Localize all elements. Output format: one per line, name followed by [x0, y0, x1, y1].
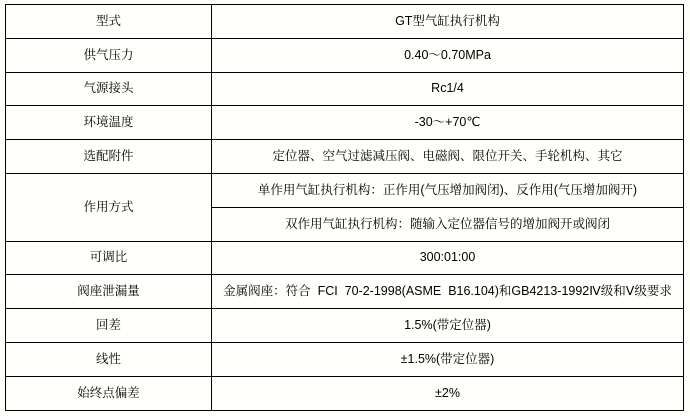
- spec-table: [5, 4, 684, 411]
- table-row: [6, 173, 684, 207]
- row-label-ambient-temperature: 环境温度: [6, 106, 212, 140]
- table-row: [6, 241, 684, 275]
- table-row: [6, 275, 684, 309]
- row-value-rangeability: 300:01:00: [212, 241, 684, 275]
- row-label-hysteresis: 回差: [6, 309, 212, 343]
- row-value-hysteresis: 1.5%(带定位器): [212, 309, 684, 343]
- table-row: [6, 309, 684, 343]
- row-label-action-mode: 作用方式: [6, 173, 212, 241]
- table-row: [6, 38, 684, 72]
- table-row: [6, 376, 684, 410]
- row-label-seat-leakage: 阀座泄漏量: [6, 275, 212, 309]
- table-row: [6, 72, 684, 106]
- row-label-endpoint-deviation: 始终点偏差: [6, 376, 212, 410]
- row-label-linearity: 线性: [6, 342, 212, 376]
- row-label-supply-air-pressure: 供气压力: [6, 38, 212, 72]
- row-value-type: GT型气缸执行机构: [212, 5, 684, 39]
- table-row: [6, 5, 684, 39]
- table-row: [6, 106, 684, 140]
- row-label-rangeability: 可调比: [6, 241, 212, 275]
- row-value-ambient-temperature: -30～+70℃: [212, 106, 684, 140]
- table-row: [6, 342, 684, 376]
- row-value-supply-air-pressure: 0.40～0.70MPa: [212, 38, 684, 72]
- table-row: [6, 140, 684, 174]
- row-value-action-mode-double: 双作用气缸执行机构：随输入定位器信号的增加阀开或阀闭: [212, 207, 684, 241]
- row-value-action-mode-single: 单作用气缸执行机构：正作用(气压增加阀闭)、反作用(气压增加阀开): [212, 173, 684, 207]
- row-label-air-connector: 气源接头: [6, 72, 212, 106]
- row-value-endpoint-deviation: ±2%: [212, 376, 684, 410]
- row-label-type: 型式: [6, 5, 212, 39]
- row-value-seat-leakage: 金属阀座：符合 FCI 70-2-1998(ASME B16.104)和GB4213-1992Ⅳ级和Ⅴ级要求: [212, 275, 684, 309]
- row-label-optional-accessories: 选配附件: [6, 140, 212, 174]
- row-value-air-connector: Rc1/4: [212, 72, 684, 106]
- row-value-linearity: ±1.5%(带定位器): [212, 342, 684, 376]
- row-value-optional-accessories: 定位器、空气过滤减压阀、电磁阀、限位开关、手轮机构、其它: [212, 140, 684, 174]
